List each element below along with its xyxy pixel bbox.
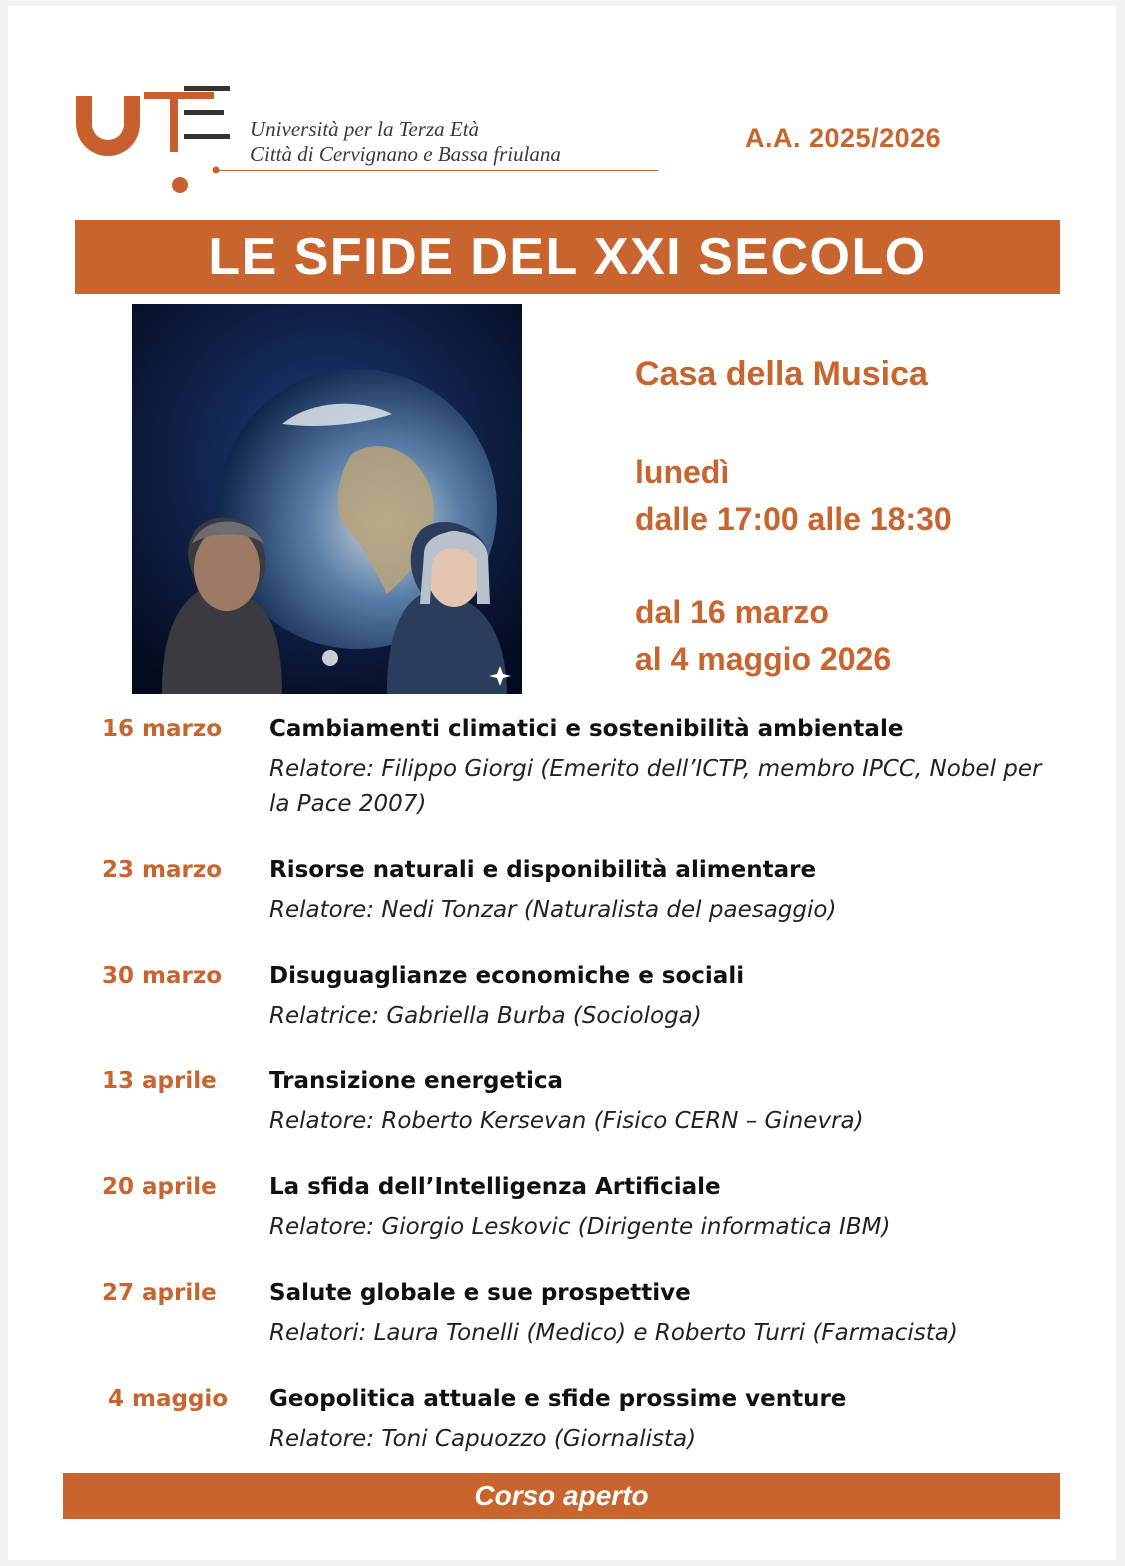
schedule-date: 27 aprile <box>102 1280 217 1306</box>
schedule-date: 30 marzo <box>102 963 223 989</box>
schedule-date: 4 maggio <box>108 1386 229 1412</box>
schedule-speaker: Relatore: Roberto Kersevan (Fisico CERN – Ginevra) <box>269 1108 864 1134</box>
event-end-date: al 4 maggio 2026 <box>635 641 892 677</box>
academic-year: A.A. 2025/2026 <box>745 123 942 153</box>
schedule-topic: Transizione energetica <box>269 1068 564 1094</box>
earth-illustration <box>132 304 522 694</box>
event-hours: dalle 17:00 alle 18:30 <box>635 501 952 537</box>
institution-name <box>250 117 561 167</box>
schedule-date: 20 aprile <box>102 1174 217 1200</box>
venue: Casa della Musica <box>635 355 928 393</box>
logo-underline <box>218 170 658 171</box>
schedule-speaker: Relatori: Laura Tonelli (Medico) e Roberto Turri (Farmacista) <box>269 1320 958 1346</box>
ute-logo <box>72 84 232 199</box>
schedule-topic: Geopolitica attuale e sfide prossime venture <box>269 1386 847 1412</box>
schedule-speaker: Relatore: Filippo Giorgi (Emerito dell’ICTP, membro IPCC, Nobel per la Pace 2007) <box>269 756 1042 817</box>
schedule-topic: Disuguaglianze economiche e sociali <box>269 963 745 989</box>
schedule-topic: Risorse naturali e disponibilità alimentare <box>269 857 817 883</box>
schedule-speaker: Relatore: Giorgio Leskovic (Dirigente informatica IBM) <box>269 1214 891 1240</box>
footer-text: Corso aperto <box>474 1480 649 1511</box>
schedule-topic: Salute globale e sue prospettive <box>269 1280 691 1306</box>
schedule-speaker: Relatrice: Gabriella Burba (Sociologa) <box>269 1003 702 1029</box>
schedule-speaker: Relatore: Toni Capuozzo (Giornalista) <box>269 1426 697 1452</box>
institution-line-2: Città di Cervignano e Bassa friulana <box>250 142 561 166</box>
footer-banner <box>63 1473 1060 1519</box>
schedule-topic: Cambiamenti climatici e sostenibilità ambientale <box>269 716 904 742</box>
page-title: LE SFIDE DEL XXI SECOLO <box>208 228 927 286</box>
schedule-date: 16 marzo <box>102 716 223 742</box>
schedule-date: 13 aprile <box>102 1068 217 1094</box>
event-start-date: dal 16 marzo <box>635 594 829 630</box>
institution-line-1: Università per la Terza Età <box>250 117 480 141</box>
schedule-speaker: Relatore: Nedi Tonzar (Naturalista del paesaggio) <box>269 897 837 923</box>
schedule-date: 23 marzo <box>102 857 223 883</box>
title-banner <box>75 220 1060 294</box>
schedule-topic: La sfida dell’Intelligenza Artificiale <box>269 1174 721 1200</box>
event-day: lunedì <box>635 454 730 490</box>
